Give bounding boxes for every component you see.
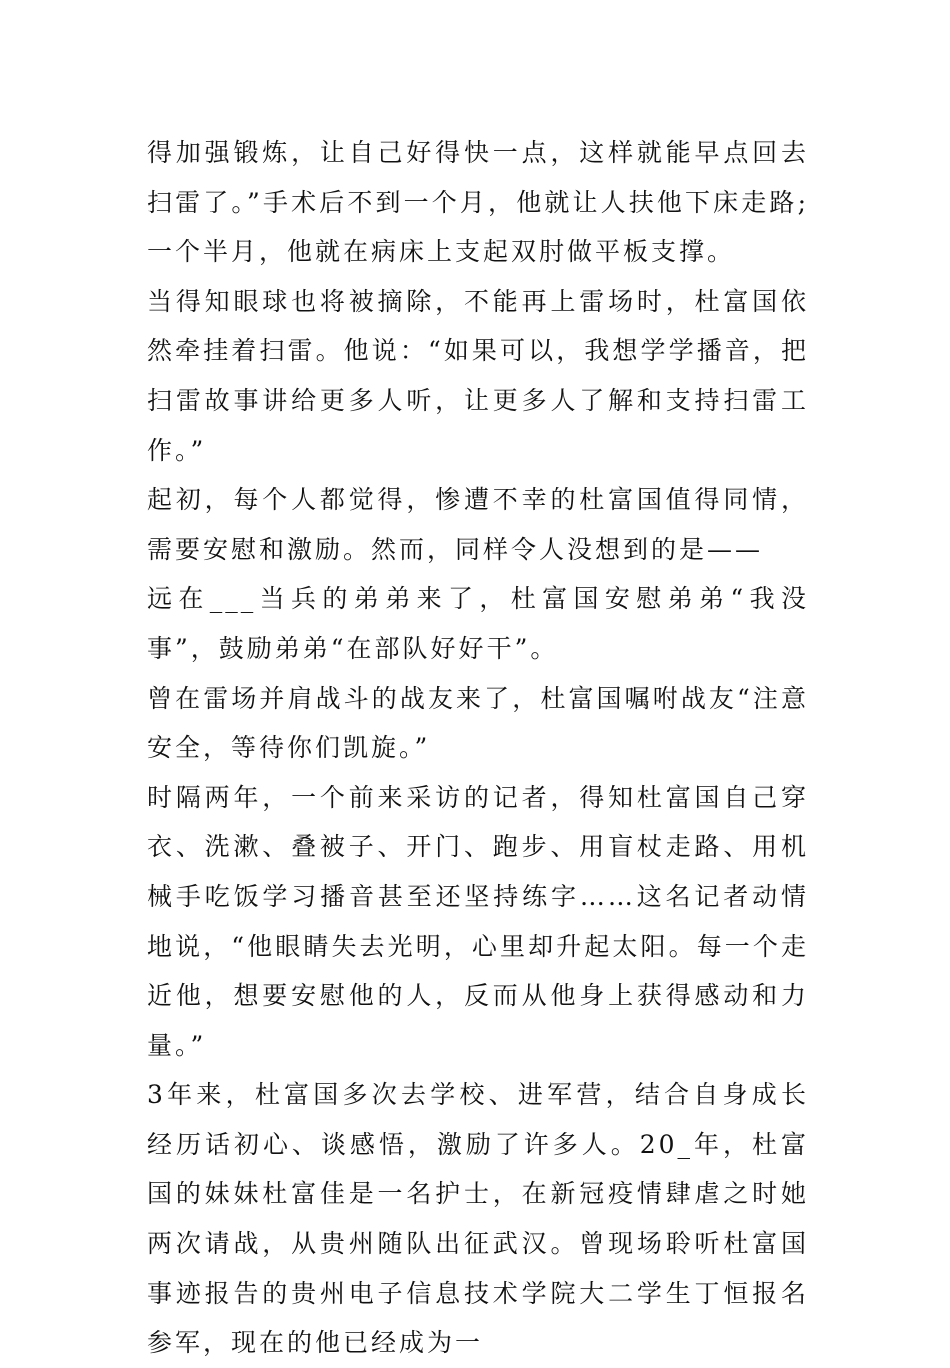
paragraph-2: 当得知眼球也将被摘除，不能再上雷场时，杜富国依然牵挂着扫雷。他说：“如果可以，我想学学播音，把扫雷故事讲给更多人听，让更多人了解和支持扫雷工作。” [147,286,809,465]
paragraph-6: 时隔两年，一个前来采访的记者，得知杜富国自己穿衣、洗漱、叠被子、开门、跑步、用盲杖走路、用机械手吃饭学习播音甚至还坚持练字……这名记者动情地说，“他眼睛失去光明，心里却升起太阳。每一个走近他，想要安慰他的人，反而从他身上获得感动和力量。” [147,782,809,1060]
paragraph-4: 远在___当兵的弟弟来了，杜富国安慰弟弟“我没事”，鼓励弟弟“在部队好好干”。 [147,584,809,663]
document-body [147,128,809,1368]
paragraph-1: 得加强锻炼，让自己好得快一点，这样就能早点回去扫雷了。”手术后不到一个月，他就让人扶他下床走路;一个半月，他就在病床上支起双肘做平板支撑。 [147,138,809,267]
paragraph-7: 3年来，杜富国多次去学校、进军营，结合自身成长经历话初心、谈感悟，激励了许多人。20_年，杜富国的妹妹杜富佳是一名护士，在新冠疫情肆虐之时她两次请战，从贵州随队出征武汉。曾现场聆听杜富国事迹报告的贵州电子信息技术学院大二学生丁恒报名参军，现在的他已经成为一 [147,1080,809,1358]
paragraph-3: 起初，每个人都觉得，惨遭不幸的杜富国值得同情，需要安慰和激励。然而，同样令人没想到的是—— [147,485,809,564]
paragraph-5: 曾在雷场并肩战斗的战友来了，杜富国嘱咐战友“注意安全，等待你们凯旋。” [147,683,809,763]
